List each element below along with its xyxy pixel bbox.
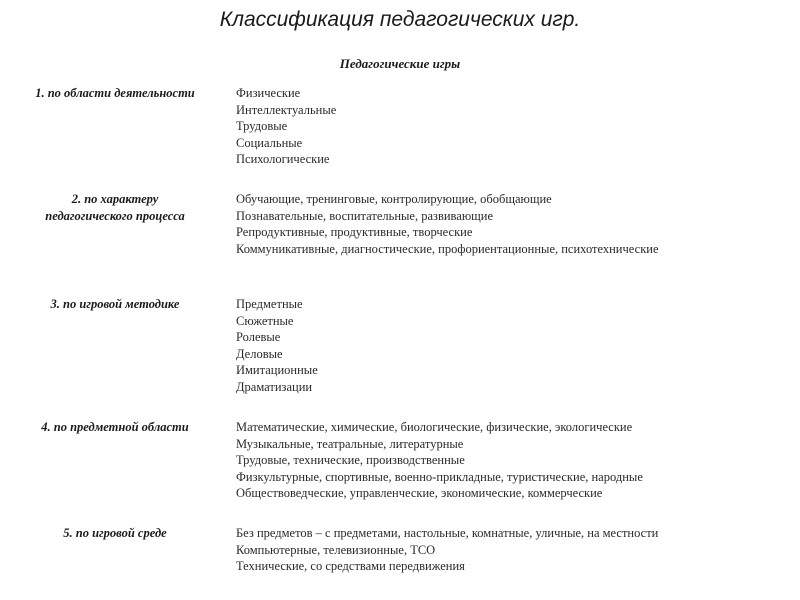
category-values bbox=[226, 296, 318, 419]
table-row bbox=[0, 525, 800, 585]
category-label: 5. по игровой среде bbox=[63, 526, 167, 540]
value-item: Психологические bbox=[236, 152, 330, 166]
value-item: Обучающие, тренинговые, контролирующие, обобщающие bbox=[236, 192, 552, 206]
value-item: Музыкальные, театральные, литературные bbox=[236, 436, 464, 451]
value-item: Трудовые, технические, производственные bbox=[236, 453, 465, 467]
value-item: Трудовые bbox=[236, 119, 288, 133]
value-item: Физкультурные, спортивные, военно-прикладные, туристические, народные bbox=[236, 469, 643, 484]
category-values bbox=[226, 525, 658, 585]
category-values bbox=[226, 85, 336, 191]
value-item: Предметные bbox=[236, 297, 303, 311]
category-label-line: педагогического процесса bbox=[45, 208, 185, 223]
category-label: 3. по игровой методике bbox=[50, 297, 180, 311]
value-item: Без предметов – с предметами, настольные, комнатные, уличные, на местности bbox=[236, 526, 659, 540]
value-item: Имитационные bbox=[236, 363, 318, 377]
value-item: Ролевые bbox=[236, 330, 281, 344]
value-item: Интеллектуальные bbox=[236, 102, 337, 117]
table-row bbox=[0, 419, 800, 525]
category-values bbox=[226, 419, 643, 525]
value-item: Сюжетные bbox=[236, 313, 294, 328]
value-item: Социальные bbox=[236, 135, 303, 150]
category-label bbox=[0, 191, 226, 296]
value-item: Деловые bbox=[236, 346, 283, 361]
value-item: Репродуктивные, продуктивные, творческие bbox=[236, 225, 473, 239]
value-item: Обществоведческие, управленческие, экономические, коммерческие bbox=[236, 486, 603, 500]
value-item: Математические, химические, биологические, физические, экологические bbox=[236, 420, 633, 434]
table-row bbox=[0, 85, 800, 191]
table-caption: Педагогические игры bbox=[339, 56, 461, 71]
category-label: 1. по области деятельности bbox=[35, 86, 195, 100]
category-label-line: 2. по характеру bbox=[71, 192, 159, 206]
value-item: Коммуникативные, диагностические, профориентационные, психотехнические bbox=[236, 241, 659, 256]
table-row bbox=[0, 191, 800, 296]
value-item: Познавательные, воспитательные, развивающие bbox=[236, 208, 494, 223]
category-label: 4. по предметной области bbox=[41, 420, 189, 434]
value-item: Технические, со средствами передвижения bbox=[236, 559, 465, 573]
value-item: Физические bbox=[236, 86, 301, 100]
value-item: Компьютерные, телевизионные, ТСО bbox=[236, 542, 436, 557]
table-row bbox=[0, 296, 800, 419]
category-values bbox=[226, 191, 659, 296]
classification-table bbox=[0, 85, 800, 585]
value-item: Драматизации bbox=[236, 379, 313, 394]
page-title: Классификация педагогических игр. bbox=[219, 8, 581, 31]
